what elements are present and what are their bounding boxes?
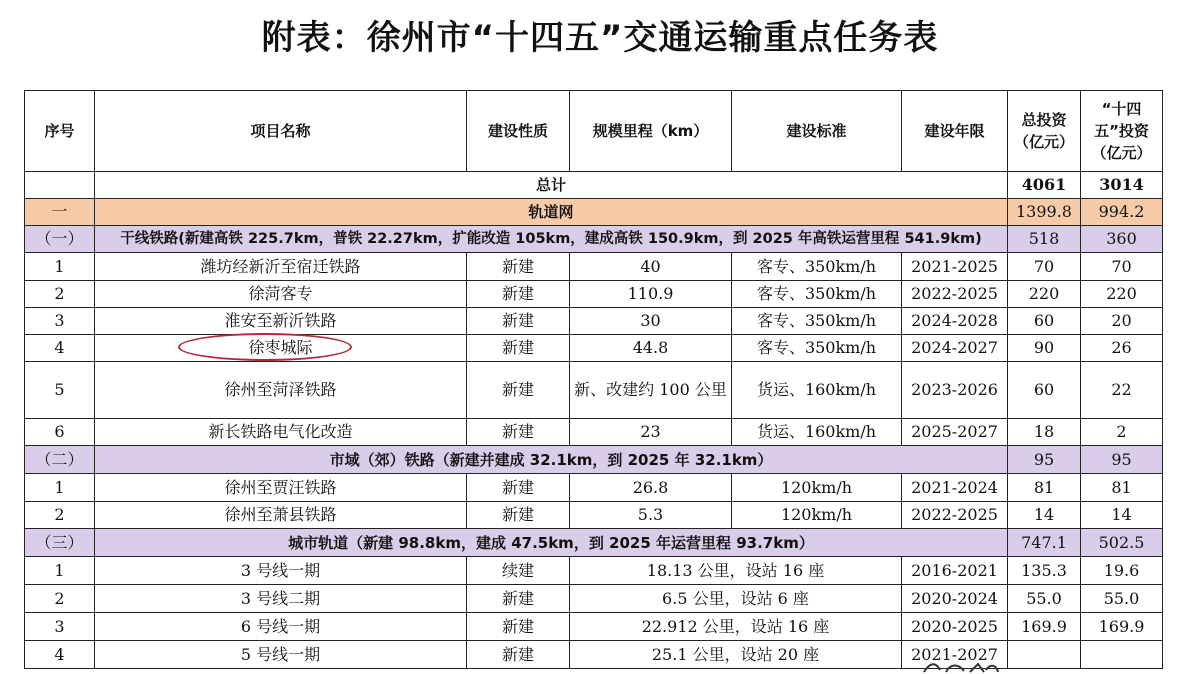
row-plan: 26 bbox=[1081, 335, 1163, 362]
subsection-plan: 502.5 bbox=[1081, 529, 1163, 557]
row-years: 2022-2025 bbox=[902, 281, 1008, 308]
row-scale: 40 bbox=[570, 253, 732, 281]
subsection-row bbox=[25, 226, 1163, 253]
row-name: 徐枣城际 bbox=[95, 335, 467, 362]
row-seq: 1 bbox=[25, 474, 95, 502]
row-nature: 新建 bbox=[467, 281, 570, 308]
subsection-seq: （二） bbox=[25, 446, 95, 474]
row-nature: 新建 bbox=[467, 502, 570, 529]
row-seq: 1 bbox=[25, 253, 95, 281]
row-total: 14 bbox=[1008, 502, 1081, 529]
row-plan: 81 bbox=[1081, 474, 1163, 502]
subsection-total: 747.1 bbox=[1008, 529, 1081, 557]
row-plan: 22 bbox=[1081, 362, 1163, 419]
table-row bbox=[25, 362, 1163, 419]
subsection-row bbox=[25, 446, 1163, 474]
table-row bbox=[25, 281, 1163, 308]
row-seq: 4 bbox=[25, 335, 95, 362]
table-row bbox=[25, 585, 1163, 613]
row-scale-standard: 6.5 公里，设站 6 座 bbox=[570, 585, 902, 613]
header-plan-invest: “十四五”投资（亿元） bbox=[1081, 91, 1163, 172]
subsection-seq: （三） bbox=[25, 529, 95, 557]
row-plan bbox=[1081, 641, 1163, 669]
subsection-label: 市域（郊）铁路（新建并建成 32.1km，到 2025 年 32.1km） bbox=[95, 446, 1008, 474]
row-scale: 30 bbox=[570, 308, 732, 335]
header-name: 项目名称 bbox=[95, 91, 467, 172]
row-total: 60 bbox=[1008, 362, 1081, 419]
section-seq: 一 bbox=[25, 199, 95, 226]
row-total: 220 bbox=[1008, 281, 1081, 308]
row-scale: 5.3 bbox=[570, 502, 732, 529]
subsection-total: 518 bbox=[1008, 226, 1081, 253]
row-plan: 19.6 bbox=[1081, 557, 1163, 585]
row-total: 90 bbox=[1008, 335, 1081, 362]
table-row bbox=[25, 613, 1163, 641]
row-years: 2021-2027 bbox=[902, 641, 1008, 669]
total-invest: 4061 bbox=[1008, 172, 1081, 199]
row-name: 徐菏客专 bbox=[95, 281, 467, 308]
row-scale-standard: 22.912 公里，设站 16 座 bbox=[570, 613, 902, 641]
total-row bbox=[25, 172, 1163, 199]
section-plan: 994.2 bbox=[1081, 199, 1163, 226]
row-nature: 新建 bbox=[467, 613, 570, 641]
row-years: 2021-2025 bbox=[902, 253, 1008, 281]
table-row bbox=[25, 335, 1163, 362]
table-row bbox=[25, 253, 1163, 281]
total-plan: 3014 bbox=[1081, 172, 1163, 199]
header-scale: 规模里程（km） bbox=[570, 91, 732, 172]
row-scale: 44.8 bbox=[570, 335, 732, 362]
row-standard: 货运、160km/h bbox=[732, 362, 902, 419]
header-total-invest: 总投资（亿元） bbox=[1008, 91, 1081, 172]
row-standard: 客专、350km/h bbox=[732, 308, 902, 335]
row-seq: 2 bbox=[25, 281, 95, 308]
section-total: 1399.8 bbox=[1008, 199, 1081, 226]
row-standard: 客专、350km/h bbox=[732, 335, 902, 362]
row-total: 18 bbox=[1008, 419, 1081, 446]
row-years: 2022-2025 bbox=[902, 502, 1008, 529]
page-title: 附表：徐州市“十四五”交通运输重点任务表 bbox=[261, 18, 939, 58]
row-total: 169.9 bbox=[1008, 613, 1081, 641]
subsection-seq: （一） bbox=[25, 226, 95, 253]
row-plan: 55.0 bbox=[1081, 585, 1163, 613]
task-table bbox=[24, 90, 1163, 669]
row-name: 淮安至新沂铁路 bbox=[95, 308, 467, 335]
row-total: 135.3 bbox=[1008, 557, 1081, 585]
subsection-label: 城市轨道（新建 98.8km，建成 47.5km，到 2025 年运营里程 93.7km） bbox=[95, 529, 1008, 557]
header-years: 建设年限 bbox=[902, 91, 1008, 172]
row-nature: 新建 bbox=[467, 585, 570, 613]
subsection-total: 95 bbox=[1008, 446, 1081, 474]
row-name: 徐州至贾汪铁路 bbox=[95, 474, 467, 502]
row-seq: 3 bbox=[25, 613, 95, 641]
row-total: 70 bbox=[1008, 253, 1081, 281]
row-nature: 新建 bbox=[467, 419, 570, 446]
row-plan: 70 bbox=[1081, 253, 1163, 281]
row-standard: 客专、350km/h bbox=[732, 281, 902, 308]
row-years: 2024-2028 bbox=[902, 308, 1008, 335]
row-name: 5 号线一期 bbox=[95, 641, 467, 669]
table-row bbox=[25, 474, 1163, 502]
subsection-plan: 95 bbox=[1081, 446, 1163, 474]
handwriting-scribble bbox=[920, 660, 1000, 674]
row-scale-standard: 18.13 公里，设站 16 座 bbox=[570, 557, 902, 585]
row-years: 2016-2021 bbox=[902, 557, 1008, 585]
row-nature: 新建 bbox=[467, 474, 570, 502]
table-row bbox=[25, 502, 1163, 529]
row-seq: 2 bbox=[25, 502, 95, 529]
table-row bbox=[25, 419, 1163, 446]
row-years: 2020-2024 bbox=[902, 585, 1008, 613]
row-seq: 6 bbox=[25, 419, 95, 446]
row-plan: 14 bbox=[1081, 502, 1163, 529]
table-row bbox=[25, 308, 1163, 335]
row-seq: 1 bbox=[25, 557, 95, 585]
row-seq: 4 bbox=[25, 641, 95, 669]
row-plan: 220 bbox=[1081, 281, 1163, 308]
row-name: 徐州至菏泽铁路 bbox=[95, 362, 467, 419]
row-name: 6 号线一期 bbox=[95, 613, 467, 641]
row-years: 2020-2025 bbox=[902, 613, 1008, 641]
header-nature: 建设性质 bbox=[467, 91, 570, 172]
row-standard: 120km/h bbox=[732, 502, 902, 529]
row-years: 2021-2024 bbox=[902, 474, 1008, 502]
table-row bbox=[25, 557, 1163, 585]
section-row bbox=[25, 199, 1163, 226]
row-scale-standard: 25.1 公里，设站 20 座 bbox=[570, 641, 902, 669]
section-label: 轨道网 bbox=[95, 199, 1008, 226]
row-nature: 新建 bbox=[467, 308, 570, 335]
header-row bbox=[25, 91, 1163, 172]
row-total: 81 bbox=[1008, 474, 1081, 502]
row-nature: 新建 bbox=[467, 335, 570, 362]
header-seq: 序号 bbox=[25, 91, 95, 172]
row-years: 2025-2027 bbox=[902, 419, 1008, 446]
row-seq: 3 bbox=[25, 308, 95, 335]
row-standard: 货运、160km/h bbox=[732, 419, 902, 446]
row-total: 60 bbox=[1008, 308, 1081, 335]
row-scale: 23 bbox=[570, 419, 732, 446]
subsection-row bbox=[25, 529, 1163, 557]
row-plan: 20 bbox=[1081, 308, 1163, 335]
row-plan: 169.9 bbox=[1081, 613, 1163, 641]
row-years: 2024-2027 bbox=[902, 335, 1008, 362]
row-scale: 110.9 bbox=[570, 281, 732, 308]
row-years: 2023-2026 bbox=[902, 362, 1008, 419]
row-scale: 26.8 bbox=[570, 474, 732, 502]
row-seq: 5 bbox=[25, 362, 95, 419]
row-standard: 客专、350km/h bbox=[732, 253, 902, 281]
row-nature: 新建 bbox=[467, 641, 570, 669]
row-name: 3 号线一期 bbox=[95, 557, 467, 585]
row-name: 潍坊经新沂至宿迁铁路 bbox=[95, 253, 467, 281]
row-standard: 120km/h bbox=[732, 474, 902, 502]
row-nature: 新建 bbox=[467, 362, 570, 419]
total-label: 总计 bbox=[95, 172, 1008, 199]
row-nature: 续建 bbox=[467, 557, 570, 585]
subsection-plan: 360 bbox=[1081, 226, 1163, 253]
row-name: 3 号线二期 bbox=[95, 585, 467, 613]
row-name: 新长铁路电气化改造 bbox=[95, 419, 467, 446]
row-total bbox=[1008, 641, 1081, 669]
row-name: 徐州至萧县铁路 bbox=[95, 502, 467, 529]
row-nature: 新建 bbox=[467, 253, 570, 281]
row-plan: 2 bbox=[1081, 419, 1163, 446]
row-scale: 新、改建约 100 公里 bbox=[570, 362, 732, 419]
subsection-label: 干线铁路(新建高铁 225.7km，普铁 22.27km，扩能改造 105km，建成高铁 150.9km，到 2025 年高铁运营里程 541.9km) bbox=[95, 226, 1008, 253]
row-total: 55.0 bbox=[1008, 585, 1081, 613]
header-standard: 建设标准 bbox=[732, 91, 902, 172]
row-seq: 2 bbox=[25, 585, 95, 613]
